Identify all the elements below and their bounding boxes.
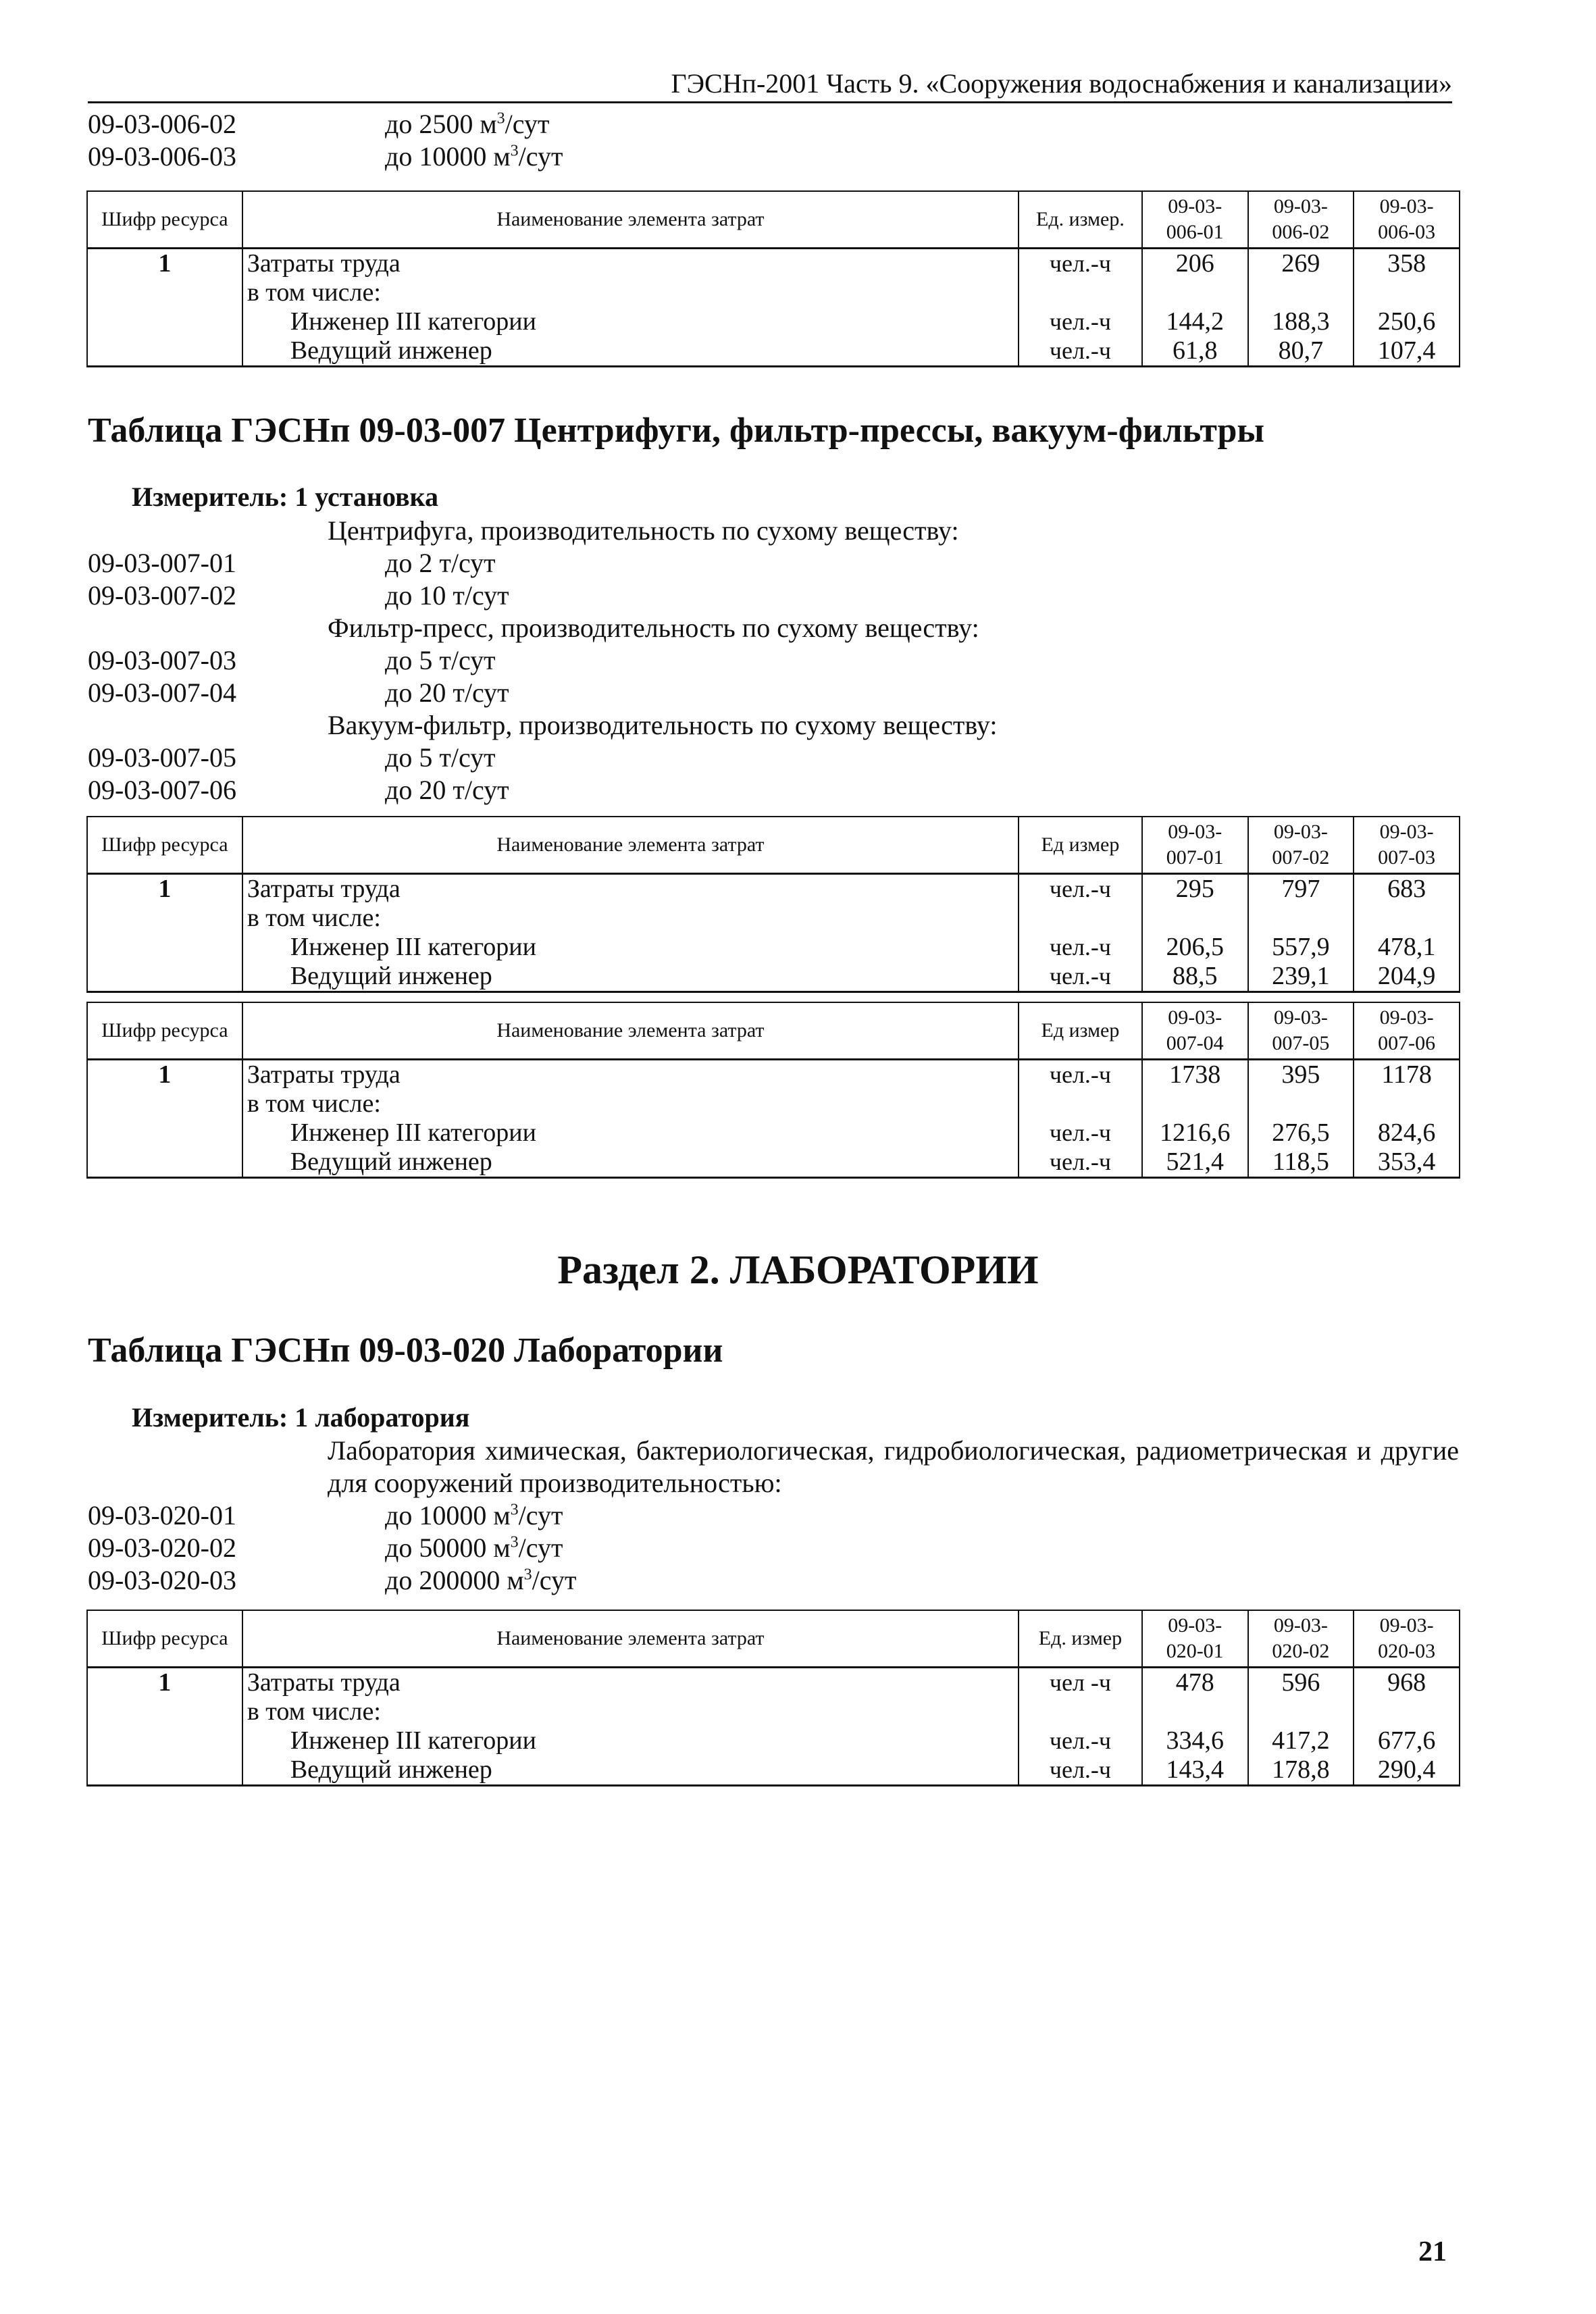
- header-column-code: 09-03- 007-06: [1354, 1002, 1460, 1060]
- item-desc: до 10 т/сут: [385, 580, 509, 611]
- row-index: [87, 336, 242, 367]
- table-row: [87, 1119, 1460, 1148]
- row-name: Ведущий инженер: [242, 336, 1019, 367]
- list-item: [88, 108, 1459, 140]
- row-name: Затраты труда: [242, 1060, 1019, 1090]
- item-code: 09-03-006-03: [88, 141, 236, 172]
- table-row: [87, 1726, 1460, 1755]
- measure-020: Измеритель: 1 лаборатория: [132, 1402, 470, 1433]
- row-index: [87, 1726, 242, 1755]
- row-unit: чел.-ч: [1019, 307, 1142, 336]
- header-column-code: 09-03- 006-01: [1142, 191, 1248, 249]
- list-item: [88, 140, 1459, 173]
- row-name: Ведущий инженер: [242, 1148, 1019, 1178]
- header-column-code: 09-03- 006-03: [1354, 191, 1460, 249]
- row-index: [87, 278, 242, 307]
- row-index: [87, 1755, 242, 1786]
- row-value: 968: [1354, 1668, 1460, 1698]
- row-index: [87, 1697, 242, 1726]
- header-name: Наименование элемента затрат: [242, 1610, 1019, 1668]
- header-code: Шифр ресурса: [87, 1002, 242, 1060]
- list-item: [88, 1435, 1459, 1499]
- item-code: 09-03-006-02: [88, 109, 236, 139]
- row-index: 1: [87, 1060, 242, 1090]
- item-code: [88, 515, 328, 547]
- item-code: 09-03-007-04: [88, 677, 236, 708]
- table-row: [87, 962, 1460, 992]
- row-unit: чел.-ч: [1019, 1119, 1142, 1148]
- row-value: [1354, 1697, 1460, 1726]
- item-code: [88, 709, 328, 742]
- item-desc: Вакуум-фильтр, производительность по сухому веществу:: [328, 710, 998, 740]
- cost-table-007a: [86, 816, 1460, 993]
- row-unit: чел.-ч: [1019, 1755, 1142, 1786]
- list-item: [88, 1499, 1459, 1532]
- row-value: 239,1: [1248, 962, 1354, 992]
- header-column-code: 09-03- 020-03: [1354, 1610, 1460, 1668]
- row-unit: чел.-ч: [1019, 1726, 1142, 1755]
- row-value: 80,7: [1248, 336, 1354, 367]
- row-value: 417,2: [1248, 1726, 1354, 1755]
- section-title: Раздел 2. ЛАБОРАТОРИИ: [557, 1248, 1039, 1292]
- list-item: [88, 709, 1459, 742]
- row-name: Инженер III категории: [242, 1119, 1019, 1148]
- item-desc: до 20 т/сут: [385, 677, 509, 708]
- row-value: 353,4: [1354, 1148, 1460, 1178]
- row-value: 358: [1354, 249, 1460, 279]
- table-header-row: [87, 817, 1460, 874]
- header-column-code: 09-03- 006-02: [1248, 191, 1354, 249]
- row-index: [87, 1119, 242, 1148]
- header-column-code: 09-03- 007-05: [1248, 1002, 1354, 1060]
- row-unit: чел.-ч: [1019, 933, 1142, 962]
- row-name: Затраты труда: [242, 249, 1019, 279]
- row-value: 61,8: [1142, 336, 1248, 367]
- table-row: [87, 933, 1460, 962]
- row-value: 143,4: [1142, 1755, 1248, 1786]
- running-header: ГЭСНп-2001 Часть 9. «Сооружения водоснабжения и канализации»: [88, 68, 1452, 103]
- item-desc: Фильтр-пресс, производительность по сухому веществу:: [328, 613, 979, 643]
- row-value: 204,9: [1354, 962, 1460, 992]
- header-column-code: 09-03- 020-02: [1248, 1610, 1354, 1668]
- row-index: [87, 904, 242, 933]
- row-value: 683: [1354, 874, 1460, 904]
- header-column-code: 09-03- 020-01: [1142, 1610, 1248, 1668]
- list-item: [88, 742, 1459, 774]
- table-header-row: [87, 1610, 1460, 1668]
- row-value: 1216,6: [1142, 1119, 1248, 1148]
- row-name: в том числе:: [242, 1089, 1019, 1119]
- row-index: [87, 1148, 242, 1178]
- row-value: 478,1: [1354, 933, 1460, 962]
- row-value: [1354, 1089, 1460, 1119]
- row-unit: [1019, 904, 1142, 933]
- row-unit: чел.-ч: [1019, 874, 1142, 904]
- row-name: Инженер III категории: [242, 1726, 1019, 1755]
- measure-007: Измеритель: 1 установка: [132, 482, 438, 512]
- header-code: Шифр ресурса: [87, 191, 242, 249]
- header-name: Наименование элемента затрат: [242, 191, 1019, 249]
- table-header-row: [87, 191, 1460, 249]
- list-item: [88, 547, 1459, 580]
- row-name: Ведущий инженер: [242, 1755, 1019, 1786]
- row-unit: чел.-ч: [1019, 336, 1142, 367]
- table-row: [87, 1668, 1460, 1698]
- header-unit: Ед. измер: [1019, 1610, 1142, 1668]
- item-code: 09-03-020-01: [88, 1500, 236, 1531]
- cost-table-006: [86, 190, 1460, 367]
- item-code: 09-03-020-03: [88, 1565, 236, 1595]
- item-desc: до 20 т/сут: [385, 775, 509, 805]
- row-value: 1738: [1142, 1060, 1248, 1090]
- header-code: Шифр ресурса: [87, 817, 242, 874]
- row-value: [1248, 278, 1354, 307]
- row-name: Затраты труда: [242, 1668, 1019, 1698]
- row-value: 295: [1142, 874, 1248, 904]
- row-value: 206: [1142, 249, 1248, 279]
- row-unit: [1019, 278, 1142, 307]
- table-row: [87, 278, 1460, 307]
- row-unit: [1019, 1089, 1142, 1119]
- row-name: Инженер III категории: [242, 933, 1019, 962]
- table-header-row: [87, 1002, 1460, 1060]
- header-name: Наименование элемента затрат: [242, 817, 1019, 874]
- row-unit: чел -ч: [1019, 1668, 1142, 1698]
- row-name: в том числе:: [242, 904, 1019, 933]
- top-code-list: [88, 108, 1459, 173]
- list-item: [88, 580, 1459, 612]
- item-code: 09-03-007-05: [88, 742, 236, 773]
- code-list-020: [88, 1435, 1459, 1597]
- item-code: 09-03-007-03: [88, 645, 236, 675]
- header-unit: Ед измер: [1019, 817, 1142, 874]
- row-value: [1248, 1697, 1354, 1726]
- row-value: [1142, 904, 1248, 933]
- row-value: 250,6: [1354, 307, 1460, 336]
- row-index: [87, 962, 242, 992]
- list-item: [88, 677, 1459, 709]
- cost-table-007b: [86, 1002, 1460, 1179]
- row-value: 107,4: [1354, 336, 1460, 367]
- row-value: 118,5: [1248, 1148, 1354, 1178]
- row-name: в том числе:: [242, 1697, 1019, 1726]
- item-code: 09-03-007-01: [88, 548, 236, 578]
- list-item: [88, 644, 1459, 677]
- header-code: Шифр ресурса: [87, 1610, 242, 1668]
- list-item: [88, 774, 1459, 806]
- list-item: [88, 1564, 1459, 1597]
- header-unit: Ед. измер.: [1019, 191, 1142, 249]
- header-unit: Ед измер: [1019, 1002, 1142, 1060]
- table-title-020: Таблица ГЭСНп 09-03-020 Лаборатории: [88, 1331, 723, 1370]
- row-value: [1354, 278, 1460, 307]
- table-row: [87, 1148, 1460, 1178]
- item-desc: до 5 т/сут: [385, 742, 496, 773]
- table-row: [87, 249, 1460, 279]
- item-desc: до 5 т/сут: [385, 645, 496, 675]
- row-value: 395: [1248, 1060, 1354, 1090]
- header-column-code: 09-03- 007-02: [1248, 817, 1354, 874]
- row-value: 521,4: [1142, 1148, 1248, 1178]
- row-value: [1354, 904, 1460, 933]
- code-list-007: [88, 515, 1459, 806]
- table-row: [87, 1697, 1460, 1726]
- row-value: 144,2: [1142, 307, 1248, 336]
- row-value: 797: [1248, 874, 1354, 904]
- row-unit: чел.-ч: [1019, 1148, 1142, 1178]
- header-name: Наименование элемента затрат: [242, 1002, 1019, 1060]
- item-desc: до 10000 $м^3$/сут: [385, 141, 563, 172]
- row-value: 276,5: [1248, 1119, 1354, 1148]
- row-name: Инженер III категории: [242, 307, 1019, 336]
- item-desc: до 2500 $м^3$/сут: [385, 109, 550, 139]
- row-index: [87, 307, 242, 336]
- row-unit: чел.-ч: [1019, 962, 1142, 992]
- header-column-code: 09-03- 007-01: [1142, 817, 1248, 874]
- cost-table-020: [86, 1610, 1460, 1786]
- row-value: 269: [1248, 249, 1354, 279]
- item-code: 09-03-007-02: [88, 580, 236, 611]
- intro-text: Лаборатория химическая, бактериологическая, гидробиологическая, радиометрическая и другие для сооружений производительностью:: [328, 1435, 1459, 1498]
- row-value: 677,6: [1354, 1726, 1460, 1755]
- row-index: 1: [87, 874, 242, 904]
- item-desc: до 200000 $м^3$/сут: [385, 1565, 577, 1595]
- row-value: 1178: [1354, 1060, 1460, 1090]
- row-index: [87, 933, 242, 962]
- header-column-code: 09-03- 007-03: [1354, 817, 1460, 874]
- row-unit: чел.-ч: [1019, 249, 1142, 279]
- list-item: [88, 515, 1459, 547]
- row-value: 206,5: [1142, 933, 1248, 962]
- table-row: [87, 336, 1460, 367]
- table-row: [87, 1060, 1460, 1090]
- row-index: 1: [87, 249, 242, 279]
- table-row: [87, 904, 1460, 933]
- row-value: 88,5: [1142, 962, 1248, 992]
- list-item: [88, 612, 1459, 644]
- row-unit: [1019, 1697, 1142, 1726]
- row-value: [1142, 278, 1248, 307]
- item-code: 09-03-007-06: [88, 775, 236, 805]
- item-desc: до 10000 $м^3$/сут: [385, 1500, 563, 1531]
- table-row: [87, 1755, 1460, 1786]
- row-value: [1142, 1089, 1248, 1119]
- table-row: [87, 1089, 1460, 1119]
- row-index: [87, 1089, 242, 1119]
- row-value: 188,3: [1248, 307, 1354, 336]
- table-row: [87, 874, 1460, 904]
- row-value: 178,8: [1248, 1755, 1354, 1786]
- list-item: [88, 1532, 1459, 1564]
- page-number: 21: [1418, 2236, 1447, 2267]
- row-value: [1248, 1089, 1354, 1119]
- row-name: Затраты труда: [242, 874, 1019, 904]
- row-name: в том числе:: [242, 278, 1019, 307]
- item-code: [88, 612, 328, 644]
- row-value: 557,9: [1248, 933, 1354, 962]
- header-column-code: 09-03- 007-04: [1142, 1002, 1248, 1060]
- row-value: 334,6: [1142, 1726, 1248, 1755]
- table-row: [87, 307, 1460, 336]
- item-desc: Центрифуга, производительность по сухому веществу:: [328, 515, 959, 546]
- row-value: 824,6: [1354, 1119, 1460, 1148]
- row-name: Ведущий инженер: [242, 962, 1019, 992]
- row-value: 596: [1248, 1668, 1354, 1698]
- row-value: 290,4: [1354, 1755, 1460, 1786]
- row-unit: чел.-ч: [1019, 1060, 1142, 1090]
- row-index: 1: [87, 1668, 242, 1698]
- row-value: [1248, 904, 1354, 933]
- row-value: [1142, 1697, 1248, 1726]
- item-code: 09-03-020-02: [88, 1533, 236, 1563]
- item-desc: до 2 т/сут: [385, 548, 496, 578]
- row-value: 478: [1142, 1668, 1248, 1698]
- table-title-007: Таблица ГЭСНп 09-03-007 Центрифуги, фильтр-прессы, вакуум-фильтры: [88, 411, 1265, 450]
- item-desc: до 50000 $м^3$/сут: [385, 1533, 563, 1563]
